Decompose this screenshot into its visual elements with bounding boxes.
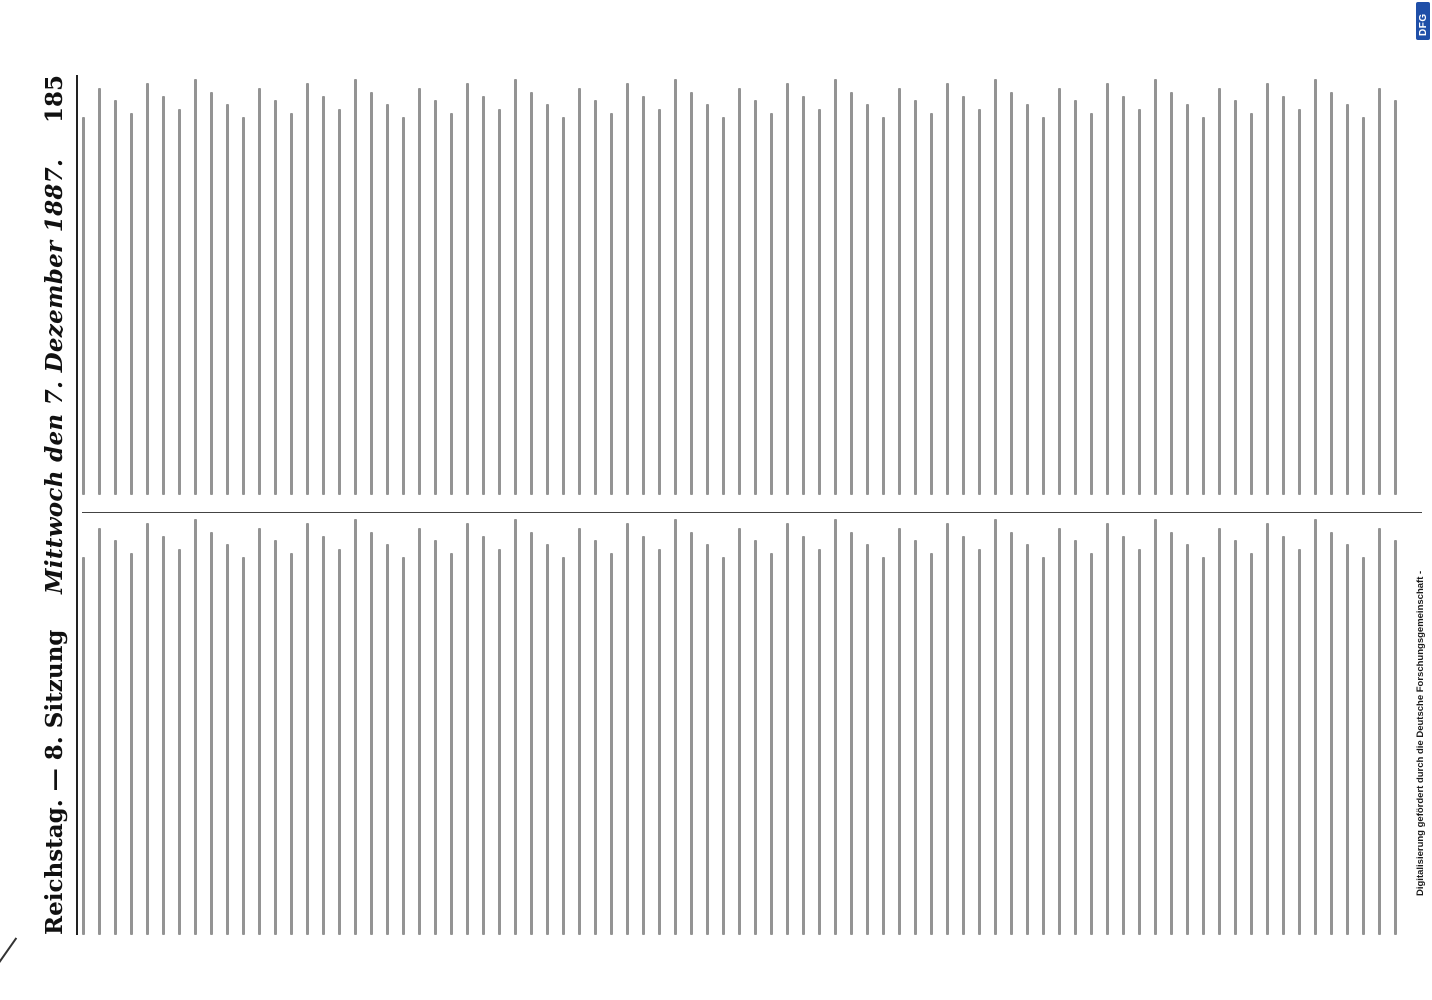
text-line xyxy=(770,113,773,495)
text-line xyxy=(1106,83,1109,495)
text-line xyxy=(882,557,885,935)
text-line xyxy=(786,523,789,935)
text-line xyxy=(1138,549,1141,935)
text-line xyxy=(738,528,741,935)
text-line xyxy=(418,528,421,935)
text-line xyxy=(1186,104,1189,495)
text-line xyxy=(466,83,469,495)
text-line xyxy=(306,83,309,495)
text-line xyxy=(146,523,149,935)
text-line xyxy=(402,117,405,495)
text-line xyxy=(690,92,693,495)
text-line xyxy=(1378,528,1381,935)
text-line xyxy=(1330,92,1333,495)
text-line xyxy=(994,79,997,495)
text-line xyxy=(930,113,933,495)
text-line xyxy=(754,540,757,935)
text-line xyxy=(1202,557,1205,935)
text-line xyxy=(450,553,453,935)
text-line xyxy=(354,79,357,495)
text-line xyxy=(1282,96,1285,495)
text-line xyxy=(162,536,165,935)
text-line xyxy=(1378,88,1381,495)
text-line xyxy=(306,523,309,935)
text-line xyxy=(978,109,981,495)
text-line xyxy=(322,536,325,935)
text-line xyxy=(498,549,501,935)
text-line xyxy=(98,88,101,495)
text-line xyxy=(722,557,725,935)
text-line xyxy=(962,536,965,935)
text-line xyxy=(578,528,581,935)
text-line xyxy=(514,519,517,935)
dfg-logo-text: DFG xyxy=(1418,13,1429,36)
text-line xyxy=(946,83,949,495)
text-line xyxy=(594,540,597,935)
text-line xyxy=(210,532,213,935)
text-line xyxy=(130,113,133,495)
text-line xyxy=(882,117,885,495)
text-line xyxy=(1250,113,1253,495)
text-line xyxy=(642,96,645,495)
text-line xyxy=(1042,117,1045,495)
text-line xyxy=(1154,519,1157,935)
dfg-logo xyxy=(1416,2,1430,40)
text-column-left xyxy=(82,515,1422,935)
text-line xyxy=(242,117,245,495)
text-line xyxy=(434,540,437,935)
text-line xyxy=(1170,92,1173,495)
text-line xyxy=(450,113,453,495)
text-line xyxy=(1330,532,1333,935)
running-head-date: Mittwoch den 7. Dezember 1887. xyxy=(40,158,68,594)
text-line xyxy=(818,549,821,935)
text-line xyxy=(1218,88,1221,495)
text-line xyxy=(834,79,837,495)
text-line xyxy=(658,549,661,935)
text-line xyxy=(354,519,357,935)
text-line xyxy=(162,96,165,495)
text-line xyxy=(1186,544,1189,935)
text-line xyxy=(1026,544,1029,935)
text-line xyxy=(98,528,101,935)
text-line xyxy=(898,528,901,935)
text-line xyxy=(402,557,405,935)
text-line xyxy=(482,96,485,495)
text-line xyxy=(386,104,389,495)
text-line xyxy=(770,553,773,935)
text-line xyxy=(178,549,181,935)
text-line xyxy=(258,88,261,495)
text-line xyxy=(754,100,757,495)
text-line xyxy=(690,532,693,935)
text-line xyxy=(1250,553,1253,935)
rotated-page-content xyxy=(36,55,1426,975)
text-line xyxy=(210,92,213,495)
text-line xyxy=(114,100,117,495)
text-line xyxy=(866,544,869,935)
text-line xyxy=(338,549,341,935)
column-divider xyxy=(82,512,1422,513)
text-line xyxy=(914,540,917,935)
text-line xyxy=(1202,117,1205,495)
digitisation-notice-text: Digitalisierung gefördert durch die Deutsche Forschungsgemeinschaft - xyxy=(1415,570,1426,896)
text-line xyxy=(1314,79,1317,495)
text-line xyxy=(226,104,229,495)
text-line xyxy=(274,100,277,495)
text-line xyxy=(338,109,341,495)
text-line xyxy=(898,88,901,495)
page-number: 185 xyxy=(40,75,68,124)
text-line xyxy=(194,79,197,495)
text-line xyxy=(1058,528,1061,935)
text-line xyxy=(1042,557,1045,935)
text-line xyxy=(786,83,789,495)
text-line xyxy=(1314,519,1317,935)
text-line xyxy=(1122,96,1125,495)
text-line xyxy=(466,523,469,935)
text-line xyxy=(578,88,581,495)
text-line xyxy=(434,100,437,495)
text-line xyxy=(1010,532,1013,935)
text-line xyxy=(370,532,373,935)
text-line xyxy=(802,536,805,935)
text-line xyxy=(1346,104,1349,495)
text-line xyxy=(1026,104,1029,495)
text-line xyxy=(226,544,229,935)
running-head xyxy=(36,75,72,935)
text-line xyxy=(610,113,613,495)
text-line xyxy=(418,88,421,495)
text-line xyxy=(114,540,117,935)
text-line xyxy=(1122,536,1125,935)
text-line xyxy=(130,553,133,935)
text-line xyxy=(82,117,85,495)
text-line xyxy=(1234,100,1237,495)
margin-mark xyxy=(0,937,32,976)
digitisation-notice xyxy=(1413,6,1431,986)
text-line xyxy=(850,92,853,495)
text-line xyxy=(834,519,837,935)
text-line xyxy=(802,96,805,495)
text-line xyxy=(1090,553,1093,935)
text-line xyxy=(962,96,965,495)
text-line xyxy=(146,83,149,495)
text-line xyxy=(1266,83,1269,495)
text-line xyxy=(946,523,949,935)
text-line xyxy=(482,536,485,935)
text-column-right xyxy=(82,75,1422,495)
text-line xyxy=(1362,117,1365,495)
text-line xyxy=(1090,113,1093,495)
text-line xyxy=(530,532,533,935)
text-line xyxy=(1106,523,1109,935)
text-line xyxy=(818,109,821,495)
text-line xyxy=(1346,544,1349,935)
text-line xyxy=(610,553,613,935)
text-line xyxy=(1058,88,1061,495)
text-line xyxy=(1074,100,1077,495)
text-line xyxy=(706,544,709,935)
text-line xyxy=(370,92,373,495)
text-line xyxy=(514,79,517,495)
text-line xyxy=(1394,540,1397,935)
text-line xyxy=(978,549,981,935)
text-line xyxy=(1362,557,1365,935)
text-line xyxy=(930,553,933,935)
text-line xyxy=(1298,549,1301,935)
text-line xyxy=(530,92,533,495)
text-line xyxy=(674,79,677,495)
text-line xyxy=(562,557,565,935)
text-line xyxy=(386,544,389,935)
text-line xyxy=(82,557,85,935)
text-line xyxy=(194,519,197,935)
text-line xyxy=(498,109,501,495)
text-line xyxy=(626,523,629,935)
text-line xyxy=(546,544,549,935)
text-line xyxy=(994,519,997,935)
text-line xyxy=(866,104,869,495)
text-line xyxy=(274,540,277,935)
text-line xyxy=(1138,109,1141,495)
text-line xyxy=(258,528,261,935)
text-line xyxy=(706,104,709,495)
running-head-left: Reichstag. — 8. Sitzung xyxy=(40,629,68,935)
text-line xyxy=(850,532,853,935)
text-line xyxy=(322,96,325,495)
header-rule xyxy=(76,75,78,935)
text-line xyxy=(626,83,629,495)
text-line xyxy=(546,104,549,495)
text-line xyxy=(594,100,597,495)
text-line xyxy=(642,536,645,935)
text-line xyxy=(178,109,181,495)
text-line xyxy=(1298,109,1301,495)
text-line xyxy=(738,88,741,495)
text-line xyxy=(658,109,661,495)
text-line xyxy=(1074,540,1077,935)
text-line xyxy=(1170,532,1173,935)
text-line xyxy=(1218,528,1221,935)
text-line xyxy=(242,557,245,935)
text-line xyxy=(290,113,293,495)
text-line xyxy=(1234,540,1237,935)
text-line xyxy=(1154,79,1157,495)
text-line xyxy=(674,519,677,935)
text-line xyxy=(1394,100,1397,495)
text-line xyxy=(1266,523,1269,935)
text-line xyxy=(1282,536,1285,935)
text-line xyxy=(562,117,565,495)
text-line xyxy=(1010,92,1013,495)
text-line xyxy=(722,117,725,495)
text-line xyxy=(290,553,293,935)
text-line xyxy=(914,100,917,495)
